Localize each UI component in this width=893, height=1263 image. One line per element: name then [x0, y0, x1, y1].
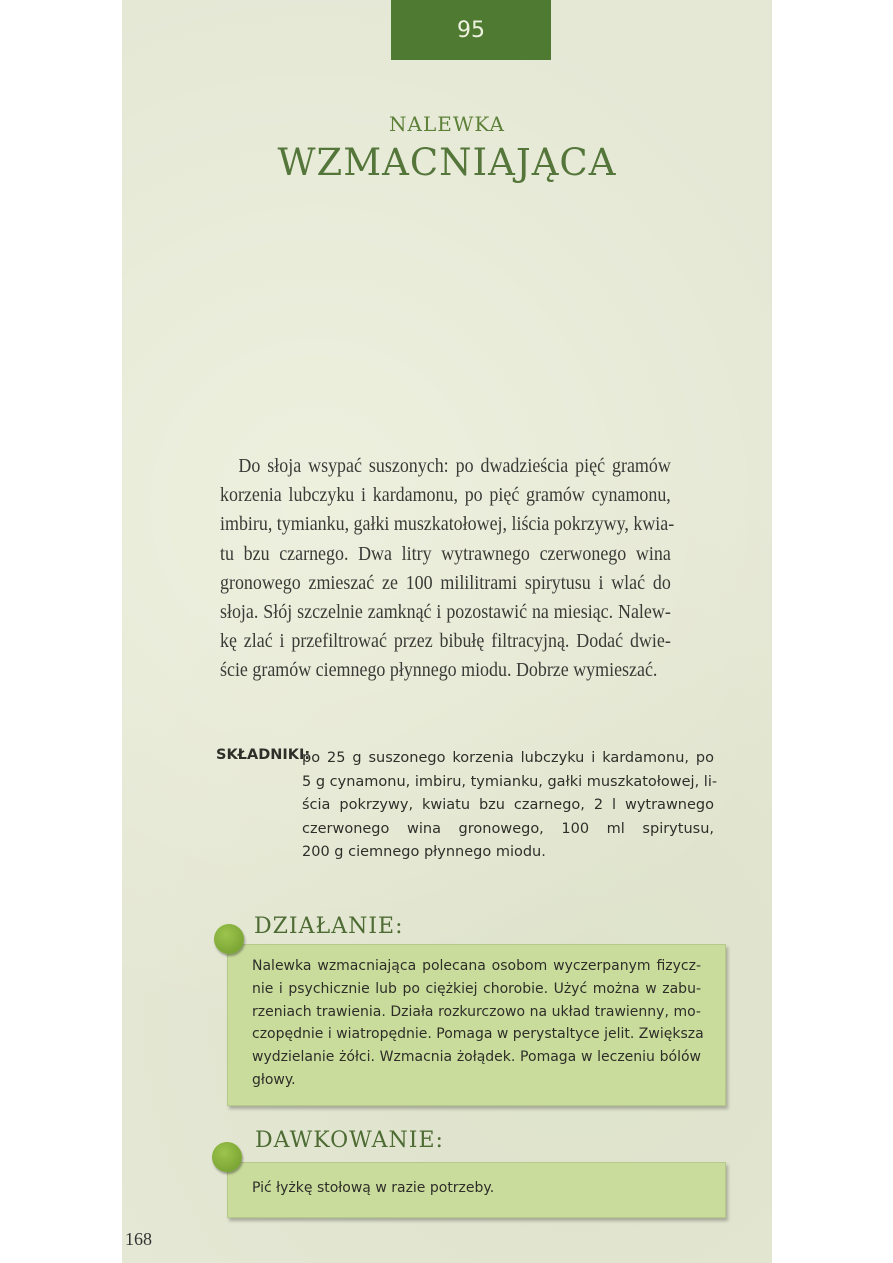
- text-line: 200 g ciemnego płynnego miodu.: [302, 844, 546, 860]
- text-line: imbiru, tymianku, gałki muszkatołowej, liścia pokrzywy, kwia-: [220, 514, 675, 536]
- text-line: czopędnie i wiatropędnie. Pomaga w perystaltyce jelit. Zwiększa: [252, 1026, 704, 1043]
- dosage-heading: DAWKOWANIE:: [255, 1128, 444, 1153]
- text-line: ście gramów ciemnego płynnego miodu. Dobrze wymieszać.: [220, 660, 658, 682]
- text-line: po 25 g suszonego korzenia lubczyku i kardamonu, po: [302, 750, 714, 766]
- book-page: [122, 0, 772, 1263]
- text-line: tu bzu czarnego. Dwa litry wytrawnego czerwonego wina: [220, 543, 671, 565]
- ingredients-list: [302, 747, 718, 865]
- title-line-2: WZMACNIAJĄCA: [277, 141, 617, 184]
- text-line: wydzielanie żółci. Wzmacnia żołądek. Pomaga w leczeniu bólów: [252, 1049, 701, 1066]
- title-line-1: NALEWKA: [389, 112, 505, 136]
- text-line: głowy.: [252, 1071, 296, 1088]
- bullet-dot-icon: [212, 1142, 242, 1172]
- text-line: nie i psychicznie lub po ciężkiej chorobie. Użyć można w zabu-: [252, 980, 701, 997]
- text-line: 5 g cynamonu, imbiru, tymianku, gałki muszkatołowej, li-: [302, 773, 718, 790]
- recipe-number: 95: [457, 17, 485, 43]
- text-line: Do słoja wsypać suszonych: po dwadzieścia pięć gramów: [238, 456, 671, 477]
- dosage-box: [227, 1162, 726, 1218]
- ingredients-label: SKŁADNIKI:: [216, 747, 311, 763]
- bullet-dot-icon: [214, 924, 244, 954]
- text-line: kę zlać i przefiltrować przez bibułę filtracyjną. Dodać dwie-: [220, 631, 671, 653]
- text-line: korzenia lubczyku i kardamonu, po pięć gramów cynamonu,: [220, 485, 671, 507]
- text-line: słoja. Słój szczelnie zamknąć i pozostawić na miesiąc. Nalew-: [220, 601, 671, 623]
- action-box: [227, 944, 726, 1106]
- recipe-instructions: [220, 452, 675, 686]
- text-line: czerwonego wina gronowego, 100 ml spirytusu,: [302, 820, 714, 837]
- text-line: gronowego zmieszać ze 100 mililitrami spirytusu i wlać do: [220, 572, 671, 594]
- page-number: 168: [125, 1229, 152, 1249]
- text-line: Pić łyżkę stołową w razie potrzeby.: [252, 1180, 495, 1196]
- text-line: ścia pokrzywy, kwiatu bzu czarnego, 2 l wytrawnego: [302, 797, 714, 813]
- text-line: Nalewka wzmacniająca polecana osobom wyczerpanym fizycz-: [252, 958, 701, 974]
- text-line: rzeniach trawienia. Działa rozkurczowo na układ trawienny, mo-: [252, 1003, 701, 1020]
- recipe-number-tab: [391, 0, 551, 60]
- action-heading: DZIAŁANIE:: [254, 914, 404, 939]
